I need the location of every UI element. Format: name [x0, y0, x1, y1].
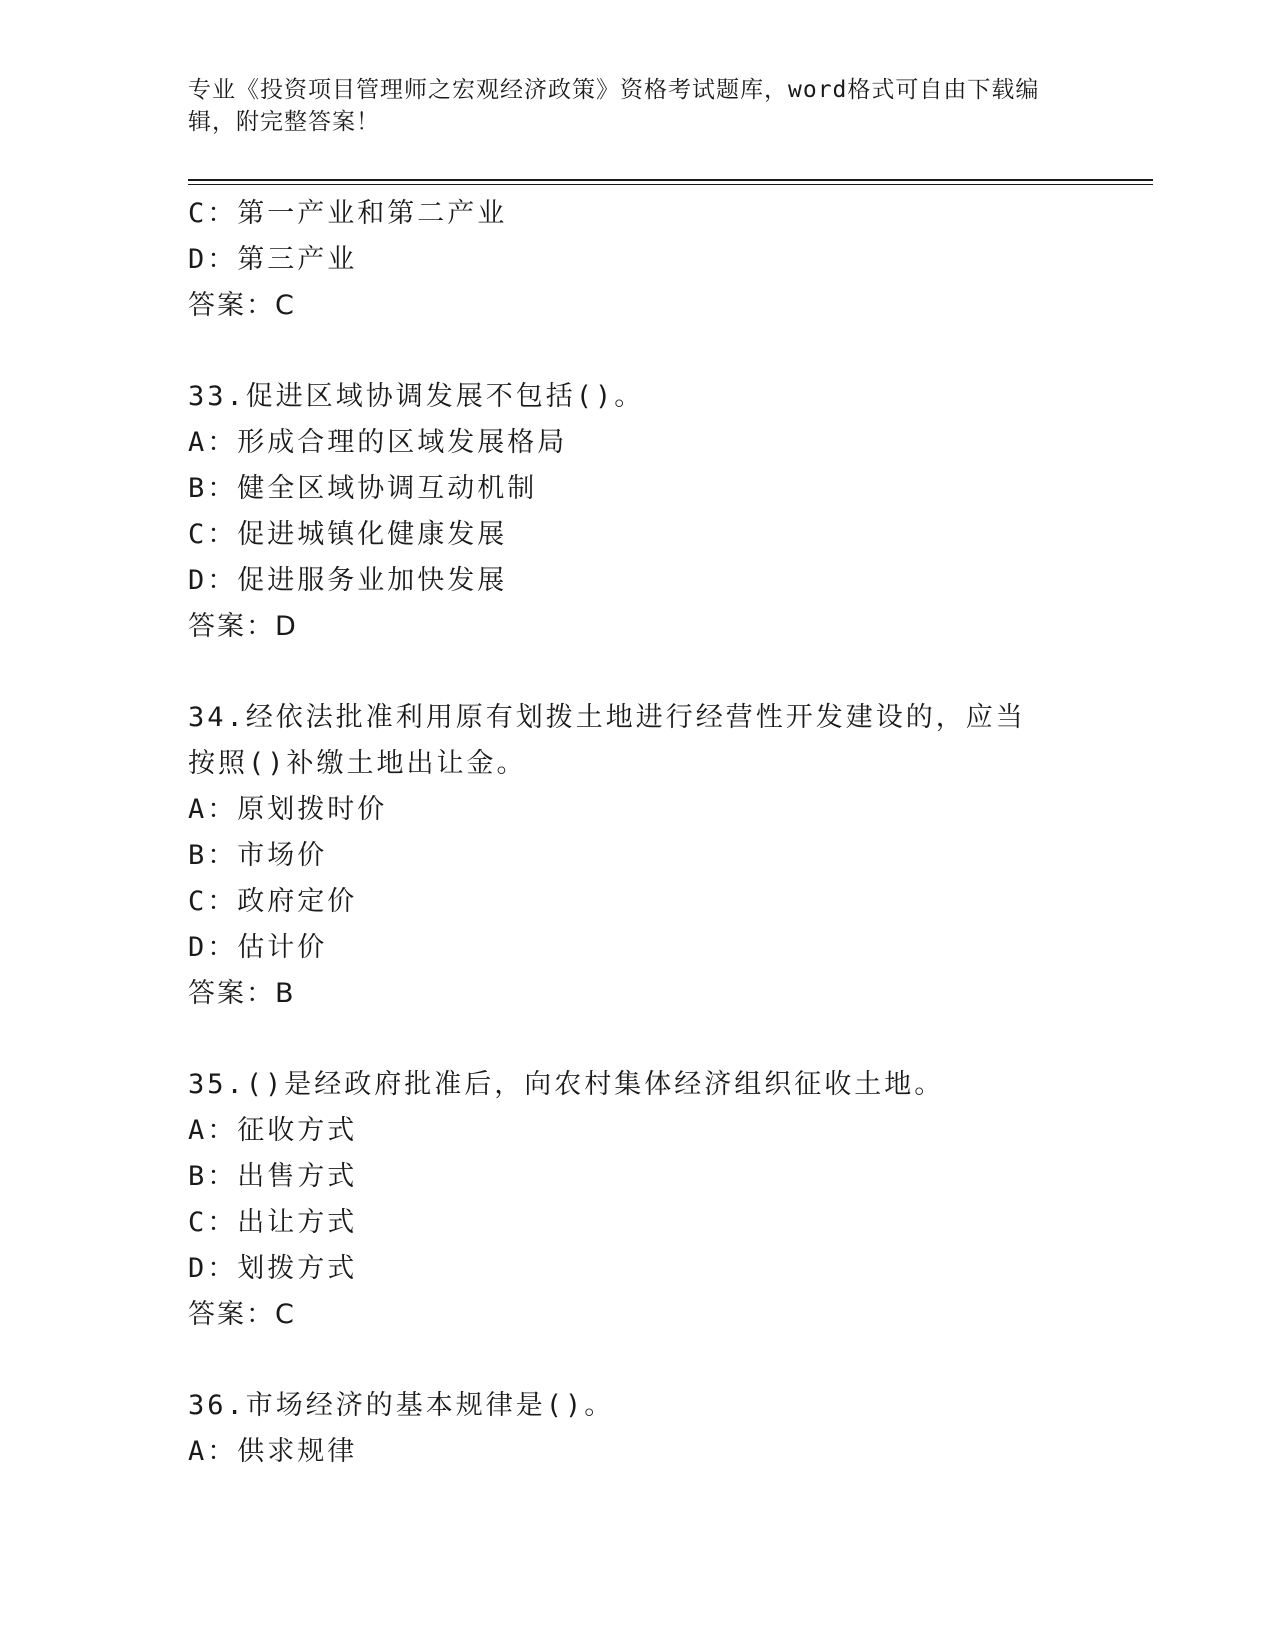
- question-list: [188, 191, 1088, 1475]
- question-35: [188, 1062, 1088, 1338]
- option-b: B：市场价: [188, 840, 328, 871]
- option-b: B：出售方式: [188, 1161, 358, 1192]
- question-text: 34.经依法批准利用原有划拨土地进行经营性开发建设的，应当按照()补缴土地出让金。: [188, 702, 1026, 779]
- header-divider-thin: [188, 184, 1153, 185]
- option-c: C：促进城镇化健康发展: [188, 519, 508, 550]
- header-divider-thick: [188, 179, 1153, 181]
- question-33: [188, 374, 1088, 650]
- option-b: B：健全区域协调互动机制: [188, 473, 538, 504]
- answer: 答案：C: [188, 1299, 296, 1330]
- question-34: [188, 695, 1088, 1017]
- question-text: 33.促进区域协调发展不包括()。: [188, 381, 645, 412]
- option-a: A：供求规律: [188, 1436, 358, 1467]
- answer: 答案：D: [188, 611, 298, 642]
- answer: 答案：C: [188, 290, 296, 321]
- option-d: D：划拨方式: [188, 1253, 358, 1284]
- question-36: [188, 1383, 1088, 1475]
- document-header: 专业《投资项目管理师之宏观经济政策》资格考试题库，word格式可自由下载编辑，附完整答案！: [188, 77, 1040, 135]
- option-d: D：促进服务业加快发展: [188, 565, 508, 596]
- answer: 答案：B: [188, 978, 296, 1009]
- question-text: 36.市场经济的基本规律是()。: [188, 1390, 615, 1421]
- option-a: A：征收方式: [188, 1115, 358, 1146]
- question-text: 35.()是经政府批准后，向农村集体经济组织征收土地。: [188, 1069, 945, 1100]
- option-c: C：第一产业和第二产业: [188, 198, 508, 229]
- option-c: C：政府定价: [188, 886, 358, 917]
- option-d: D：估计价: [188, 932, 328, 963]
- option-a: A：形成合理的区域发展格局: [188, 427, 568, 458]
- question-32-tail: [188, 191, 1088, 329]
- option-d: D：第三产业: [188, 244, 358, 275]
- option-c: C：出让方式: [188, 1207, 358, 1238]
- option-a: A：原划拨时价: [188, 794, 388, 825]
